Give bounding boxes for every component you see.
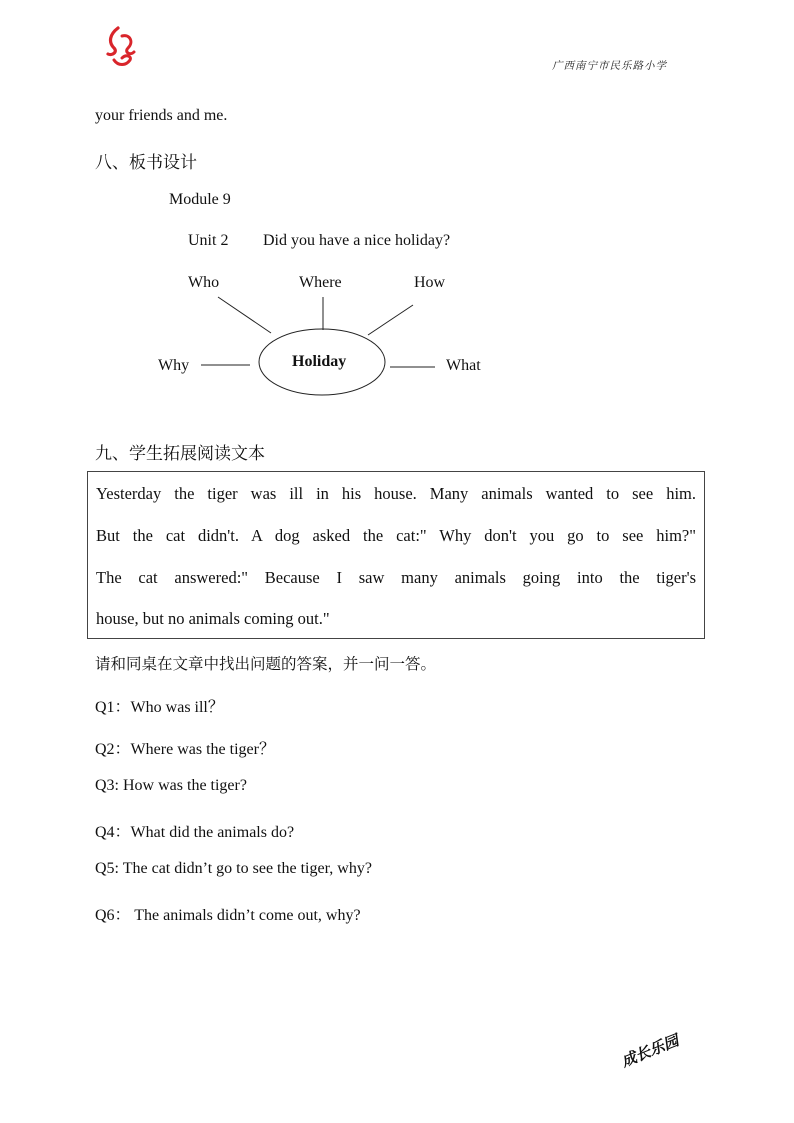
- passage-line: But the cat didn't. A dog asked the cat:" Why don't you go to see him?": [96, 526, 696, 545]
- connector-who: [218, 297, 271, 333]
- mindmap-center-label: Holiday: [292, 353, 347, 370]
- school-name: 广西南宁市民乐路小学: [552, 61, 667, 72]
- question-2: Q2：Where was the tiger？: [95, 741, 275, 758]
- passage-line: house, but no animals coming out.": [96, 609, 330, 628]
- mindmap-node-where: Where: [299, 274, 342, 291]
- mindmap-node-what: What: [446, 357, 481, 374]
- module-label: Module 9: [169, 191, 231, 208]
- mindmap-node-who: Who: [188, 274, 220, 291]
- footer-stamp: 成长乐园: [618, 1031, 682, 1071]
- instruction-text: 请和同桌在文章中找出问题的答案，并一问一答。: [95, 655, 437, 673]
- school-logo-icon: [104, 26, 140, 70]
- reading-passage-box: [87, 471, 705, 639]
- intro-line: your friends and me.: [95, 107, 228, 124]
- passage-line: Yesterday the tiger was ill in his house. Many animals wanted to see him.: [96, 484, 696, 503]
- section9-heading: 九、学生拓展阅读文本: [95, 444, 265, 464]
- unit-label: Unit 2: [188, 232, 229, 249]
- question-1: Q1：Who was ill？: [95, 699, 224, 716]
- question-5: Q5: The cat didn’t go to see the tiger, why?: [95, 860, 372, 877]
- mindmap-node-how: How: [414, 274, 446, 291]
- passage-line: The cat answered:" Because I saw many animals going into the tiger's: [96, 568, 696, 587]
- question-6: Q6： The animals didn’t come out, why?: [95, 907, 361, 924]
- question-4: Q4：What did the animals do?: [95, 824, 295, 841]
- unit-title: Did you have a nice holiday?: [263, 232, 451, 249]
- connector-how: [368, 305, 413, 335]
- question-3: Q3: How was the tiger?: [95, 777, 247, 794]
- mindmap-node-why: Why: [158, 357, 190, 374]
- section8-heading: 八、板书设计: [95, 153, 197, 173]
